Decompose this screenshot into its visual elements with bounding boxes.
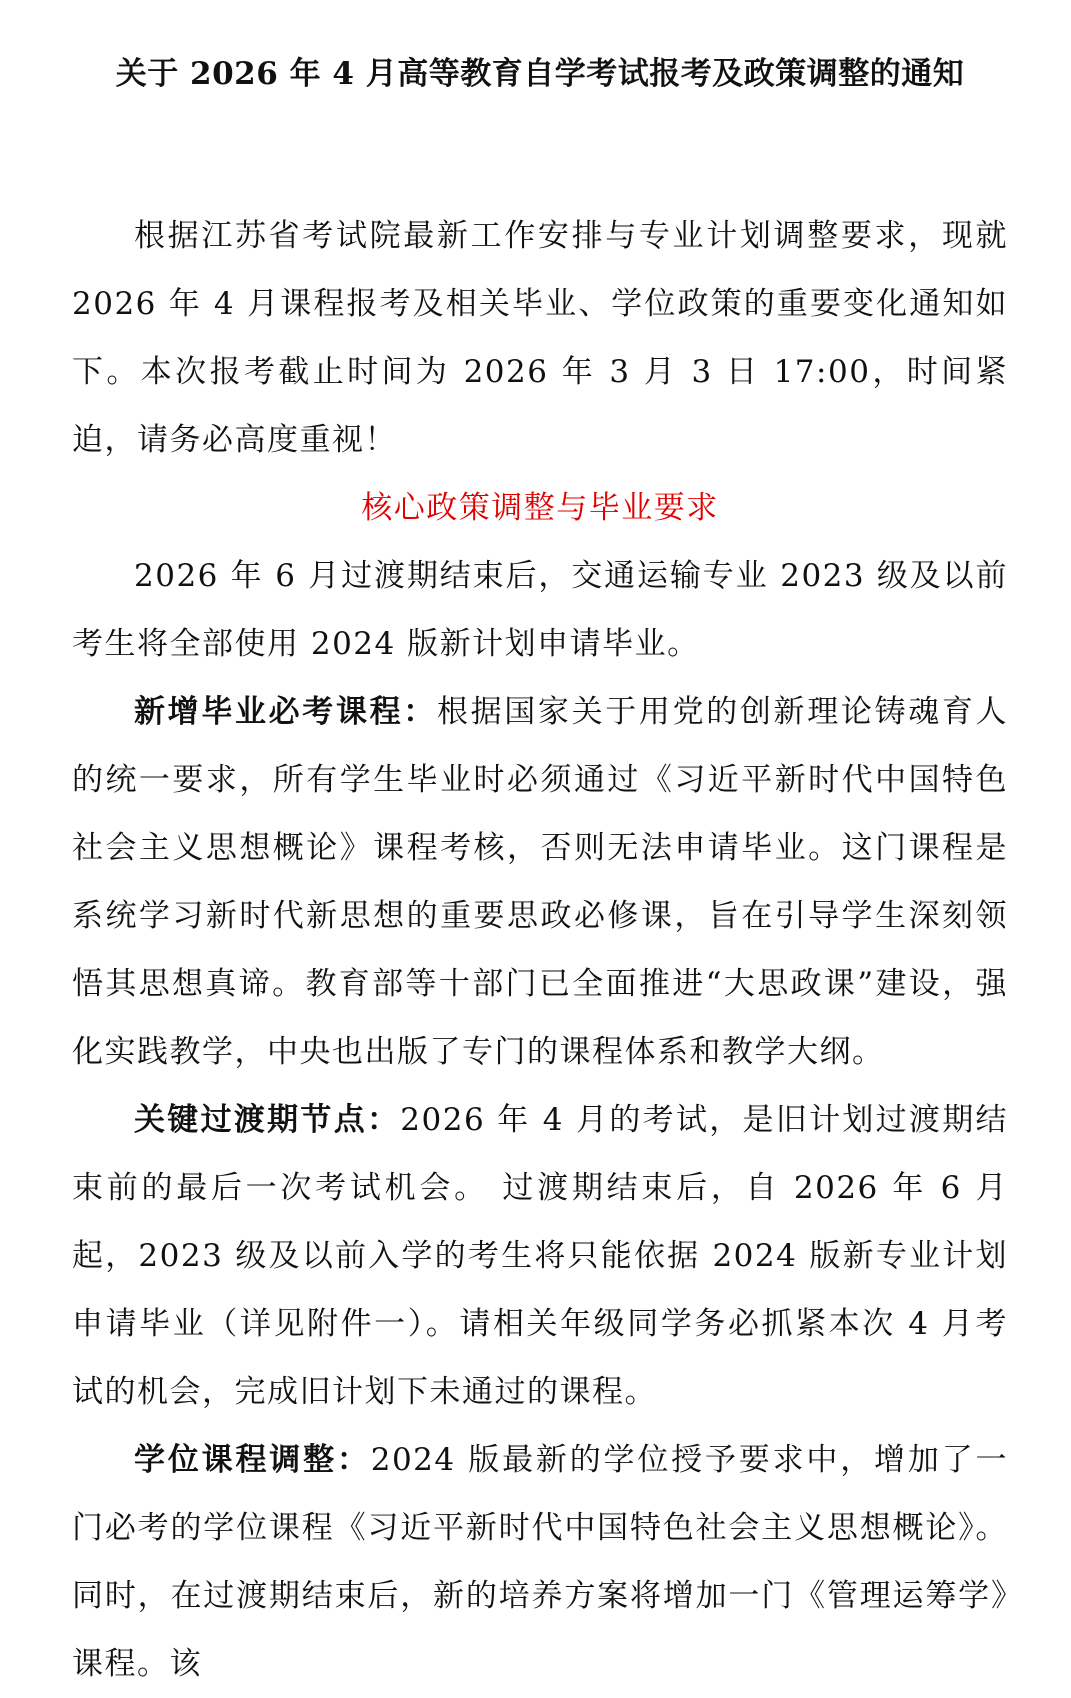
new-course-body: 根据国家关于用党的创新理论铸魂育人的统一要求，所有学生毕业时必须通过《习近平新时代中国特色社会主义思想概论》课程考核，否则无法申请毕业。这门课程是系统学习新时代新思想的重要思政必修课，旨在引导学生深刻领悟其思想真谛。教育部等十部门已全面推进“大思政课”建设，强化实践教学，中央也出版了专门的课程体系和教学大纲。 [72, 694, 1009, 1070]
key-node-lead: 关键过渡期节点： [134, 1102, 401, 1138]
key-node-paragraph [72, 1086, 1008, 1426]
new-course-lead: 新增毕业必考课程： [134, 694, 437, 730]
section-heading-core-policy: 核心政策调整与毕业要求 [361, 490, 719, 526]
key-node-body: 2026 年 4 月的考试，是旧计划过渡期结束前的最后一次考试机会。 过渡期结束后，自 2026 年 6 月起，2023 级及以前入学的考生将只能依据 2024 版新专业计划申请毕业（详见附件一）。请相关年级同学务必抓紧本次 4 月考试的机会，完成旧计划下未通过的课程。 [72, 1102, 1008, 1410]
transition-paragraph: 2026 年 6 月过渡期结束后，交通运输专业 2023 级及以前考生将全部使用 2024 版新计划申请毕业。 [72, 558, 1008, 662]
intro-paragraph: 根据江苏省考试院最新工作安排与专业计划调整要求，现就 2026 年 4 月课程报考及相关毕业、学位政策的重要变化通知如下。本次报考截止时间为 2026 年 3 月 3 日 17:00，时间紧迫，请务必高度重视！ [72, 218, 1008, 458]
notice-document [72, 50, 1008, 1698]
degree-body: 2024 版最新的学位授予要求中，增加了一门必考的学位课程《习近平新时代中国特色社会主义思想概论》。同时，在过渡期结束后，新的培养方案将增加一门《管理运筹学》课程。该 [72, 1442, 1009, 1682]
document-title: 关于 2026 年 4 月高等教育自学考试报考及政策调整的通知 [115, 56, 965, 92]
degree-paragraph [72, 1426, 1008, 1698]
new-course-paragraph [72, 678, 1008, 1086]
degree-lead: 学位课程调整： [134, 1442, 371, 1478]
